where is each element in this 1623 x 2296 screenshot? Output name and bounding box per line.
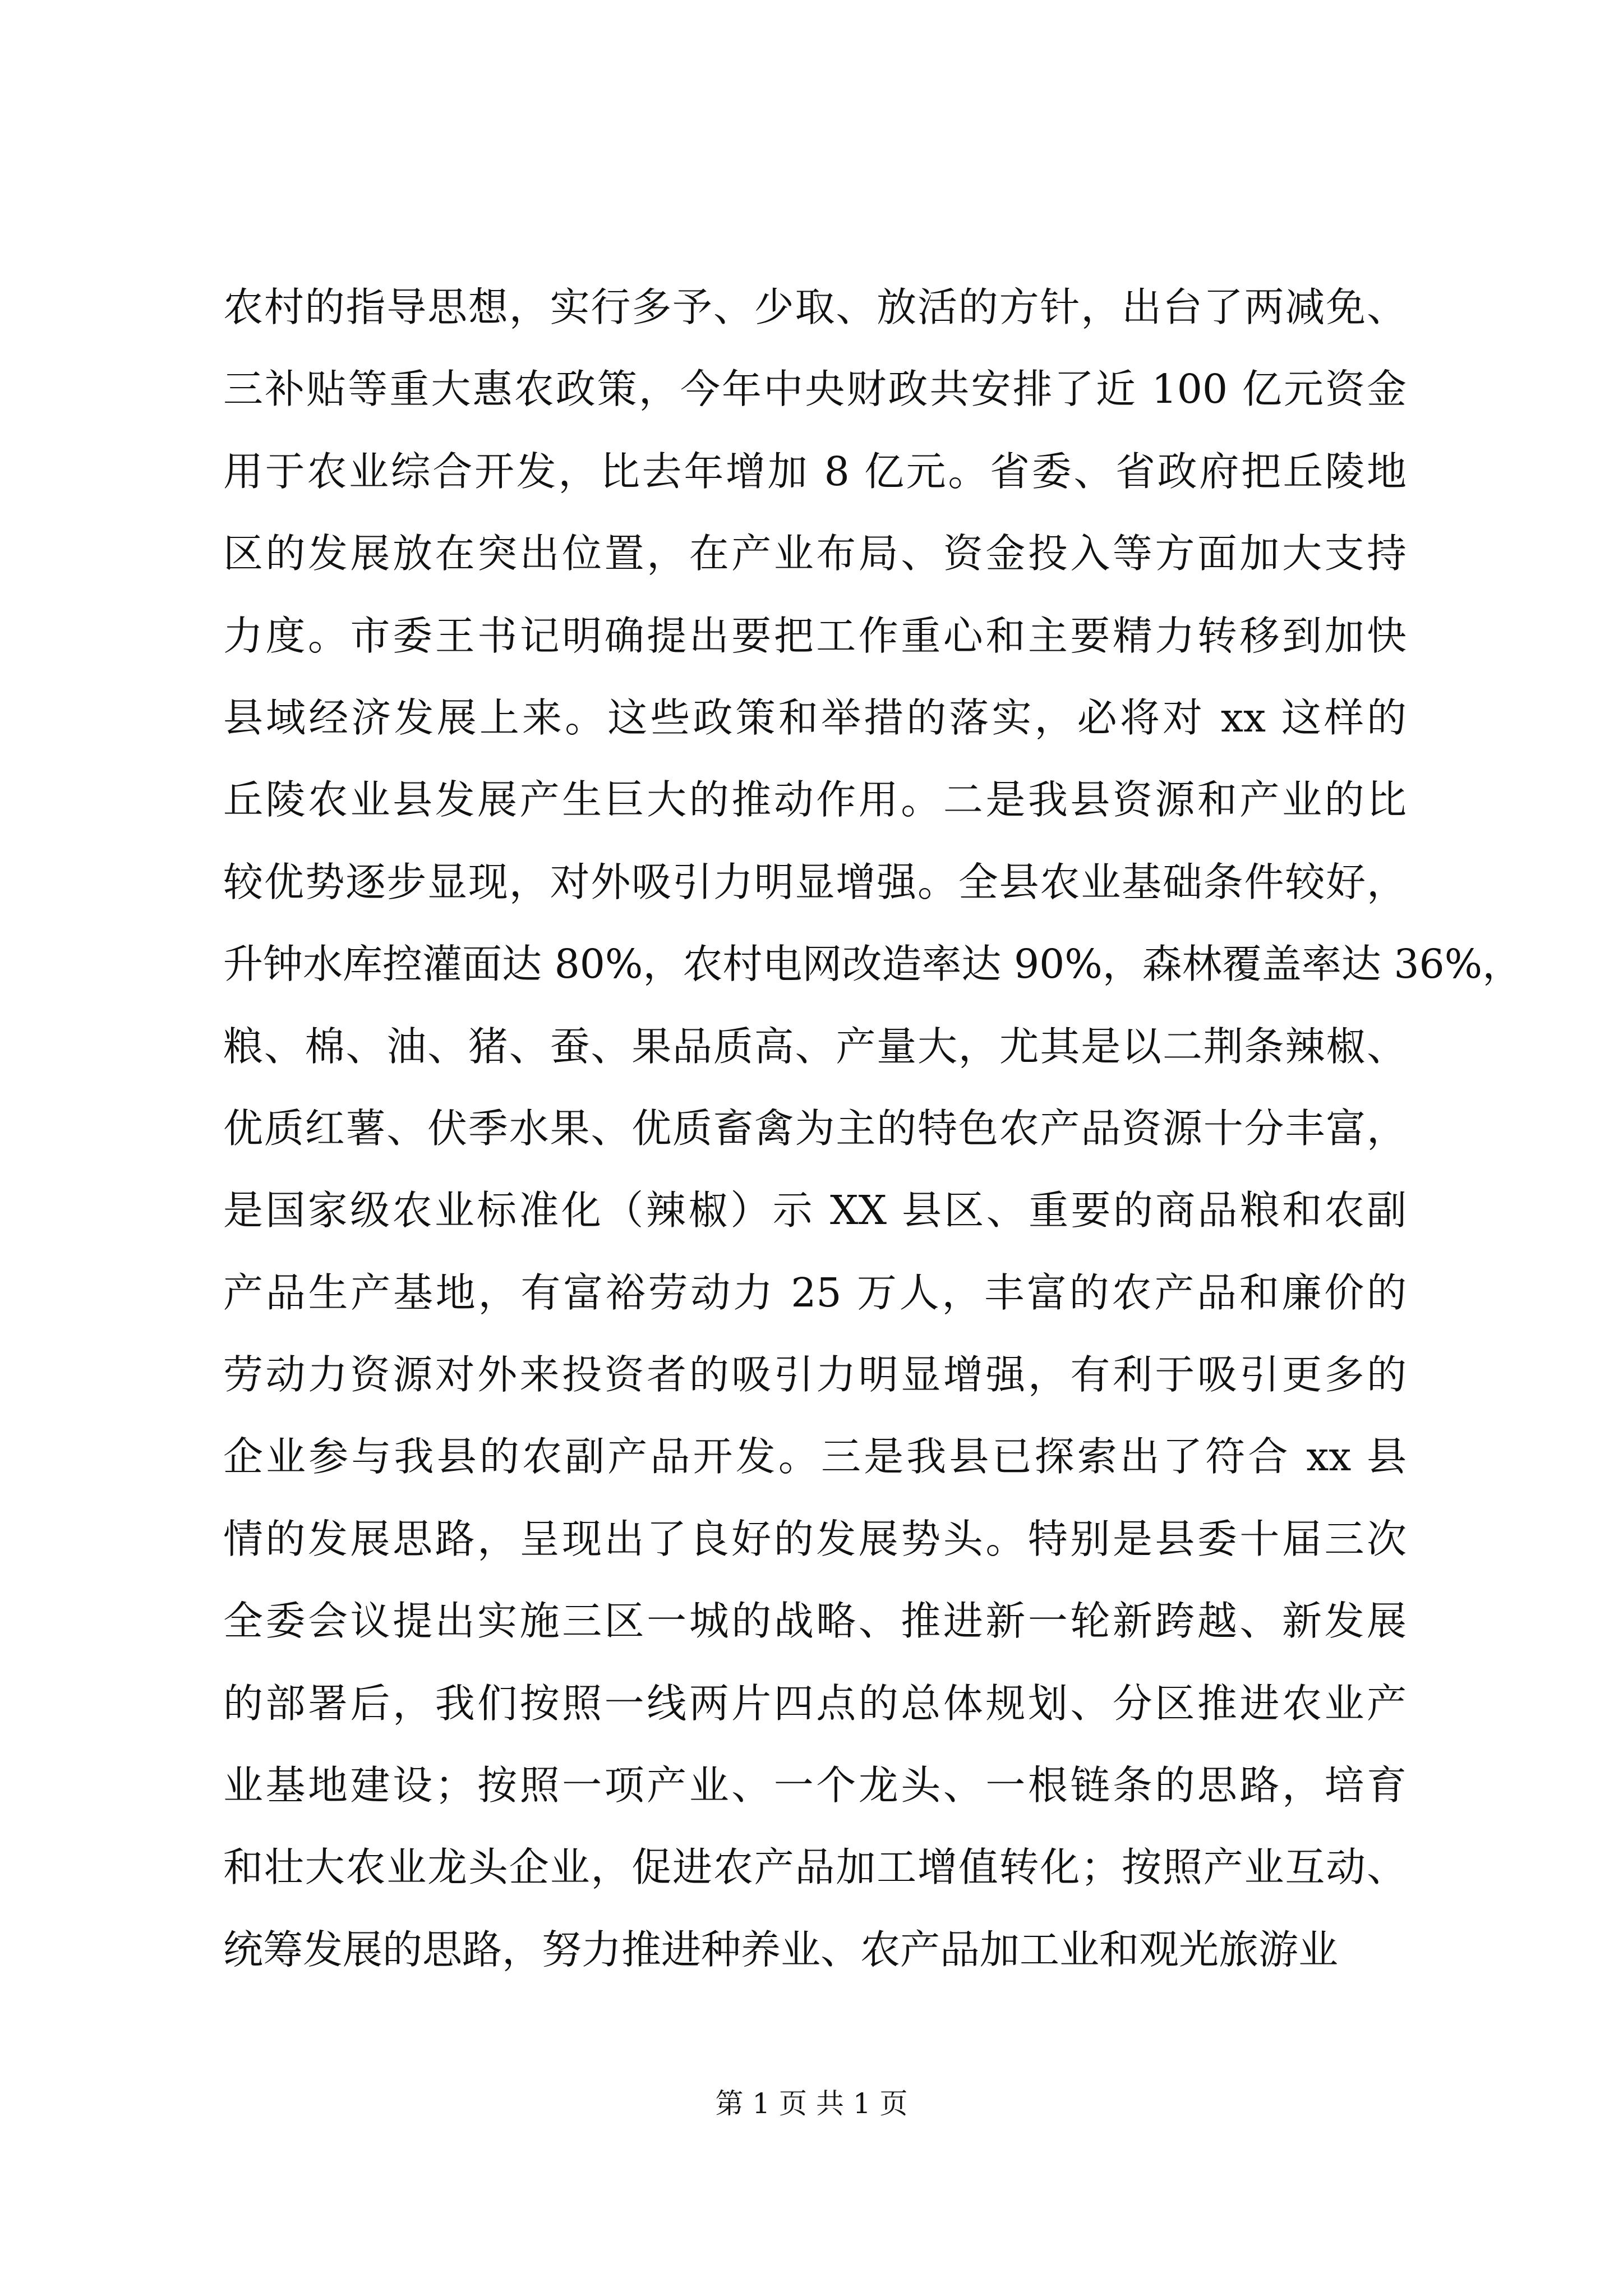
text-line: 力度。市委王书记明确提出要把工作重心和主要精力转移到加快: [223, 612, 1407, 659]
text-line: 情的发展思路，呈现出了良好的发展势头。特别是县委十届三次: [223, 1515, 1407, 1562]
text-line: 农村的指导思想，实行多予、少取、放活的方针，出台了两减免、: [223, 284, 1407, 330]
text-line: 优质红薯、伏季水果、优质畜禽为主的特色农产品资源十分丰富，: [223, 1105, 1407, 1152]
text-line: 企业参与我县的农副产品开发。三是我县已探索出了符合 xx 县: [223, 1433, 1407, 1480]
text-line: 粮、棉、油、猪、蚕、果品质高、产量大，尤其是以二荆条辣椒、: [223, 1023, 1407, 1070]
text-line: 县域经济发展上来。这些政策和举措的落实，必将对 xx 这样的: [223, 694, 1407, 741]
text-line: 统筹发展的思路，努力推进种养业、农产品加工业和观光旅游业: [223, 1926, 1339, 1973]
text-line: 业基地建设；按照一项产业、一个龙头、一根链条的思路，培育: [223, 1762, 1407, 1809]
text-line: 的部署后，我们按照一线两片四点的总体规划、分区推进农业产: [223, 1680, 1407, 1727]
text-line: 三补贴等重大惠农政策，今年中央财政共安排了近 100 亿元资金: [223, 366, 1407, 413]
text-line: 较优势逐步显现，对外吸引力明显增强。全县农业基础条件较好，: [223, 858, 1407, 905]
text-line: 区的发展放在突出位置，在产业布局、资金投入等方面加大支持: [223, 530, 1407, 577]
text-line: 升钟水库控灌面达 80%，农村电网改造率达 90%，森林覆盖率达 36%，: [223, 941, 1523, 988]
text-line: 是国家级农业标准化（辣椒）示 XX 县区、重要的商品粮和农副: [223, 1187, 1407, 1234]
body-text: [223, 266, 1523, 1991]
text-line: 全委会议提出实施三区一城的战略、推进新一轮新跨越、新发展: [223, 1598, 1407, 1645]
text-line: 产品生产基地，有富裕劳动力 25 万人，丰富的农产品和廉价的: [223, 1269, 1407, 1316]
text-line: 用于农业综合开发，比去年增加 8 亿元。省委、省政府把丘陵地: [223, 448, 1407, 495]
text-line: 和壮大农业龙头企业，促进农产品加工增值转化；按照产业互动、: [223, 1844, 1407, 1891]
page-number-footer: 第 1 页 共 1 页: [715, 2087, 908, 2120]
text-line: 丘陵农业县发展产生巨大的推动作用。二是我县资源和产业的比: [223, 776, 1407, 823]
text-line: 劳动力资源对外来投资者的吸引力明显增强，有利于吸引更多的: [223, 1351, 1407, 1398]
